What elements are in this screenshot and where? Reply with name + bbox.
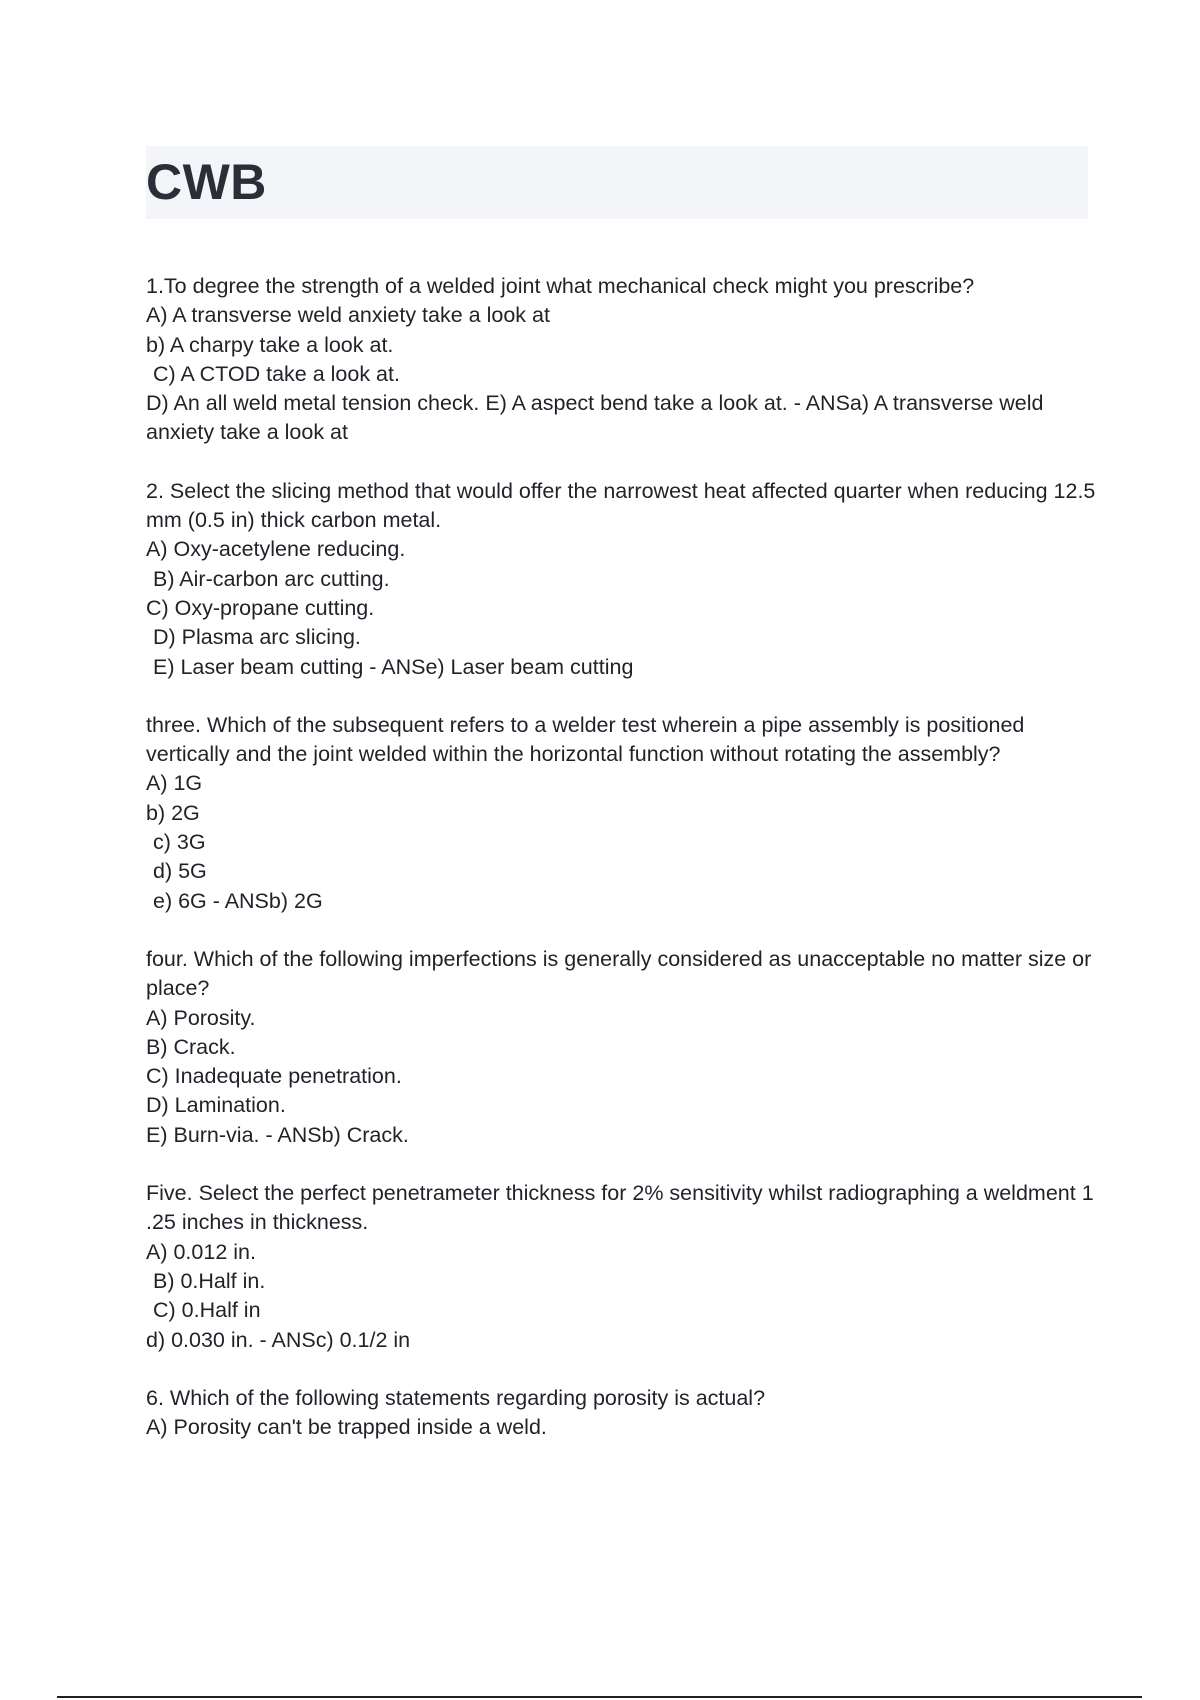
- answer-option: A) Porosity.: [146, 1005, 256, 1030]
- answer-option: A) 1G: [146, 771, 203, 796]
- footer-divider: [57, 1696, 1142, 1698]
- answer-option: B) Air-carbon arc cutting.: [153, 566, 390, 591]
- question-block: [146, 272, 1096, 448]
- answer-option: d) 5G: [153, 859, 207, 884]
- question-block: [146, 1179, 1096, 1355]
- answer-option: C) A CTOD take a look at.: [153, 361, 400, 386]
- answer-option: b) 2G: [146, 800, 200, 825]
- answer-option: D) Lamination.: [146, 1093, 286, 1118]
- page-title: CWB: [146, 154, 267, 210]
- question-list: [146, 272, 1096, 1471]
- title-banner: [146, 146, 1088, 219]
- answer-option: e) 6G - ANSb) 2G: [153, 888, 323, 913]
- answer-option: C) 0.Half in: [153, 1298, 261, 1323]
- answer-option: d) 0.030 in. - ANSc) 0.1/2 in: [146, 1327, 411, 1352]
- answer-option: B) Crack.: [146, 1034, 236, 1059]
- answer-option: A) Porosity can't be trapped inside a weld.: [146, 1415, 547, 1440]
- answer-option: B) 0.Half in.: [153, 1268, 266, 1293]
- question-text: Five. Select the perfect penetrameter thickness for 2% sensitivity whilst radiographing a weldment 1 .25 inches in thickness.: [146, 1181, 1094, 1235]
- answer-option: E) Laser beam cutting - ANSe) Laser beam cutting: [153, 654, 634, 679]
- question-block: [146, 477, 1096, 682]
- question-block: [146, 1384, 1096, 1443]
- answer-option: C) Oxy-propane cutting.: [146, 595, 375, 620]
- question-text: three. Which of the subsequent refers to a welder test wherein a pipe assembly is positioned vertically and the joint welded within the horizontal function without rotating the assembly?: [146, 712, 1025, 767]
- answer-option: C) Inadequate penetration.: [146, 1064, 402, 1089]
- answer-option: E) Burn-via. - ANSb) Crack.: [146, 1122, 409, 1147]
- answer-option: A) A transverse weld anxiety take a look at: [146, 303, 550, 328]
- question-text: 6. Which of the following statements regarding porosity is actual?: [146, 1385, 766, 1410]
- question-block: [146, 711, 1096, 916]
- question-block: [146, 945, 1096, 1150]
- answer-option: A) 0.012 in.: [146, 1239, 256, 1264]
- question-text: 1.To degree the strength of a welded joint what mechanical check might you prescribe?: [146, 274, 975, 298]
- answer-option: A) Oxy-acetylene reducing.: [146, 537, 406, 562]
- question-text: 2. Select the slicing method that would offer the narrowest heat affected quarter when reducing 12.5 mm (0.5 in) thick carbon metal.: [146, 478, 1096, 533]
- answer-option: c) 3G: [153, 830, 206, 855]
- answer-option: D) An all weld metal tension check. E) A aspect bend take a look at. - ANSa) A transverse weld anxiety take a look at: [146, 391, 1044, 445]
- answer-option: b) A charpy take a look at.: [146, 332, 394, 357]
- question-text: four. Which of the following imperfections is generally considered as unacceptable no matter size or place?: [146, 946, 1092, 1001]
- answer-option: D) Plasma arc slicing.: [153, 625, 361, 650]
